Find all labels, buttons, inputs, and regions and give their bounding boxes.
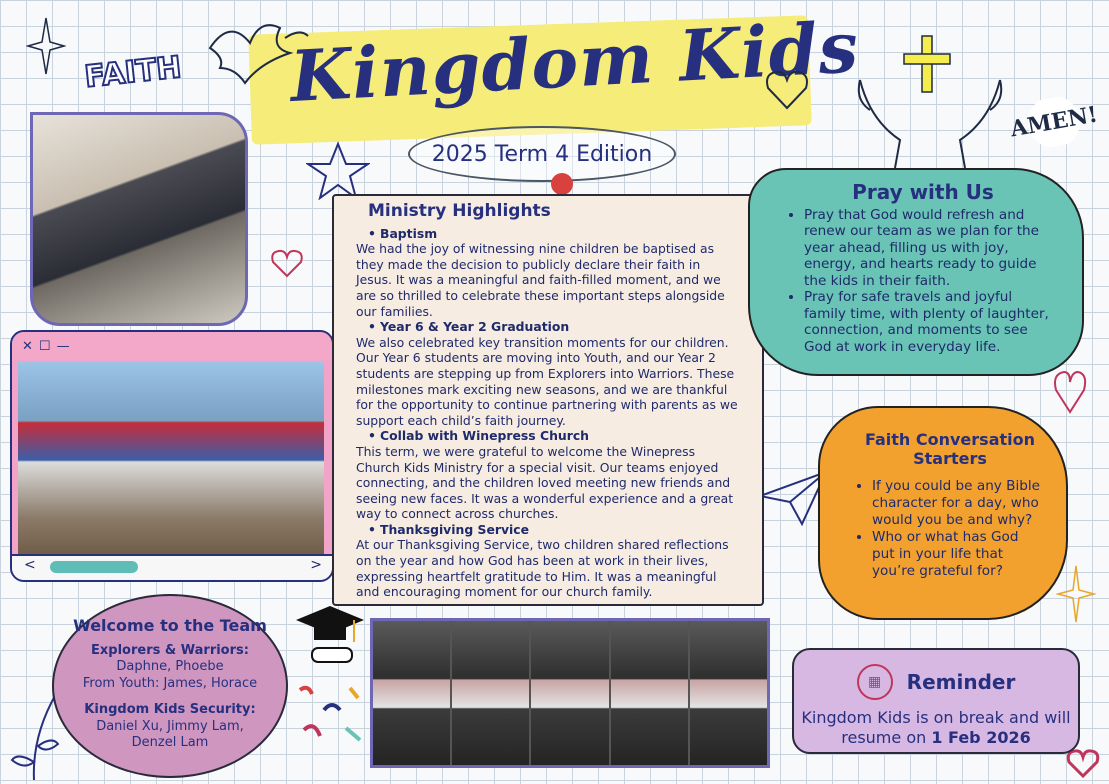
star-icon [306,140,370,200]
grad-cap-icon [292,598,368,670]
sparkle-icon [26,16,66,76]
reminder-message: Kingdom Kids is on break and will resume on [801,708,1071,747]
pray-heading: Pray with Us [852,180,994,204]
reminder-text [794,708,1078,748]
reminder-card [792,648,1080,754]
section-body: We had the joy of witnessing nine children be baptised as they made the decision to publicly declare their faith in Jesus. It was a meaningful and faith-filled moment, and we are so thrilled to celebrate these important steps alongside our families. [356,241,725,319]
pray-with-us-card [748,168,1084,376]
confetti-icon [294,680,374,750]
conversation-starters-card [818,406,1068,620]
group-line: Daniel Xu, Jimmy Lam, [96,718,244,734]
section-title: • Collab with Winepress Church [380,428,740,444]
section-title: • Thanksgiving Service [380,522,740,538]
graduation-photo-strip [370,618,770,768]
group-line: Denzel Lam [131,735,209,750]
starters-heading: Faith Conversation Starters [864,430,1035,468]
group-line: From Youth: James, Horace [82,675,258,691]
winepress-photo [18,362,324,558]
graduation-photo [531,621,610,765]
group-title: Kingdom Kids Security: [84,702,256,717]
faith-badge: FAITH [82,49,184,95]
reminder-heading: Reminder [906,670,1016,694]
group-line: Daphne, Phoebe [116,659,224,674]
page-title: Kingdom Kids [288,5,861,119]
window-controls [12,332,332,360]
graduation-photo [690,621,767,765]
ministry-heading: Ministry Highlights [368,201,551,221]
pink-heart-icon [270,248,304,278]
reminder-header [794,664,1078,700]
calendar-icon: ▦ [857,664,893,700]
section-body: We also celebrated key transition moments for our children. Our Year 6 students are moving into Youth, and our Year 2 students are stepping up from Explorers into Warriors. These milestones mark exciting new seasons, and we are thankful for the opportunity to continue partnering with parents as we support each child’s faith journey. [356,334,738,428]
graduation-photo [373,621,452,765]
pray-list [788,207,1058,356]
dove-icon [200,8,310,108]
section-title: • Baptism [380,226,740,242]
heart-outline-icon [1052,366,1088,416]
ministry-highlights-card [332,194,764,606]
section-body: At our Thanksgiving Service, two children shared reflections on the year and how God has been at work in their lives, expressing heartfelt gratitude to Him. It was a meaningful and encouraging moment for our church family. [356,537,729,600]
baptism-photo [30,112,248,326]
praying-hands-icon [850,20,1010,170]
list-item: • Who or what has God put in your life that you’re grateful for? [872,529,1044,580]
logo-heart-icon [1066,748,1100,778]
list-item: • If you could be any Bible character for a day, who would you be and why? [872,478,1044,529]
window-footer [12,554,332,580]
minimize-icon: — [56,338,70,354]
window-slider [50,561,138,573]
section-title: • Year 6 & Year 2 Graduation [380,319,740,335]
graduation-photo [611,621,690,765]
group-title: Explorers & Warriors: [91,642,249,658]
list-item: • Pray for safe travels and joyful family time, with plenty of laughter, connection, and moments to see God at work in everyday life. [804,289,1058,355]
graduation-photo [452,621,531,765]
chevron-left-icon: < [24,557,36,573]
sparkle-small-icon [1056,564,1096,624]
edition-label: 2025 Term 4 Edition [408,126,676,182]
list-item: • Pray that God would refresh and renew our team as we plan for the year ahead, filling us with joy, energy, and hearts ready to guide the kids in their faith. [804,207,1058,290]
heart-icon [764,68,810,110]
welcome-team-card [52,594,288,778]
winepress-photo-window [10,330,334,582]
welcome-heading: Welcome to the Team [73,616,267,635]
chevron-right-icon: > [310,557,322,573]
starters-list [856,478,1044,580]
close-icon: ✕ [22,338,33,354]
resume-date: 1 Feb 2026 [931,728,1031,747]
section-body: This term, we were grateful to welcome the Winepress Church Kids Ministry for a special visit. Our teams enjoyed connecting, and the children loved meeting new friends and seeing new faces. It was a wonderful experience and a great way to connect across churches. [356,443,734,522]
maximize-icon: ☐ [38,338,51,354]
amen-badge: AMEN! [1010,91,1097,152]
